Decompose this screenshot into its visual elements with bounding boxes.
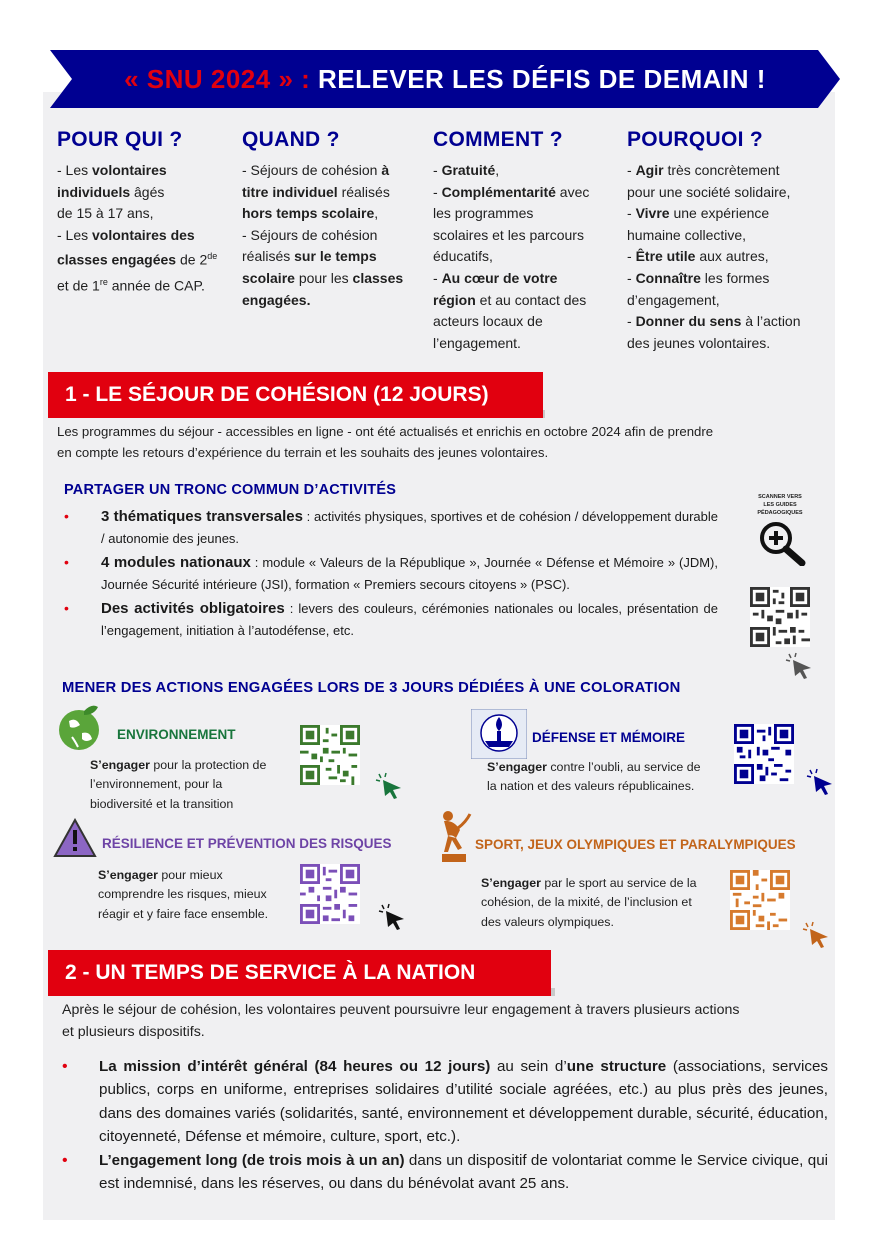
section2-intro: Après le séjour de cohésion, les volontaires peuvent poursuivre leur engagement à travers plusieurs actions et plusieurs dispositifs. — [62, 1002, 740, 1040]
list-item: • La mission d’intérêt général (84 heures ou 12 jours) au sein d’une structure (associations, services publics, corps en uniforme, entreprises solidaires d’utilité sociale agréées, etc.) au plus près des jeunes, dans des domaines variés (solidarités, santé, environnement et développement durable, sécurité, éducation, citoyenneté, Défense et mémoire, culture, sport, etc.). — [62, 1055, 828, 1149]
subhead-coloration: MENER DES ACTIONS ENGAGÉES LORS DE 3 JOURS DÉDIÉES À UNE COLORATION — [62, 680, 681, 696]
qr-code-sport[interactable] — [730, 870, 790, 930]
cursor-click-icon — [806, 768, 834, 796]
column-pourquoi: POURQUOI ? - Agir très concrètement pour une société solidaire, - Vivre une expérience humaine collective, - Être utile aux autres, - Connaître les formes d’engagement, - Donner du sens à l’action des jeunes volontaires. — [627, 126, 827, 354]
theme-body-sport: S’engager par le sport au service de la cohésion, de la mixité, de l’inclusion et des valeurs olympiques. — [481, 876, 697, 929]
flame-monument-icon — [471, 709, 527, 759]
scan-label: SCANNER VERS LES GUIDES PÉDAGOGIQUES — [757, 494, 803, 516]
banner-title — [50, 50, 840, 108]
theme-body-resilience: S’engager pour mieux comprendre les risques, mieux réagir et y faire face ensemble. — [98, 868, 269, 921]
column-pour-qui: POUR QUI ? - Les volontaires individuels âgés de 15 à 17 ans, - Les volontaires des classes engagées de 2de et de 1re année de CAP. — [57, 126, 237, 297]
qr-code-guides[interactable] — [750, 587, 810, 647]
theme-body-defense: S’engager contre l’oubli, au service de la nation et des valeurs républicaines. — [487, 760, 701, 794]
tronc-commun-list — [64, 506, 718, 644]
qr-code-environnement[interactable] — [300, 725, 360, 785]
cursor-click-icon — [802, 921, 830, 949]
banner-title-white: RELEVER LES DÉFIS DE DEMAIN ! — [318, 64, 766, 94]
list-item: • L’engagement long (de trois mois à un an) dans un dispositif de volontariat comme le Service civique, qui est indemnisé, dans les réserves, ou dans du bénévolat avant 25 ans. — [62, 1149, 828, 1196]
theme-title-sport: SPORT, JEUX OLYMPIQUES ET PARALYMPIQUES — [475, 837, 796, 852]
theme-body-environnement: S’engager pour la protection de l’environnement, pour la biodiversité et la transition — [90, 758, 267, 811]
subhead-tronc-commun: PARTAGER UN TRONC COMMUN D’ACTIVITÉS — [64, 482, 397, 498]
cursor-click-icon — [378, 903, 406, 931]
section1-intro: Les programmes du séjour - accessibles en ligne - ont été actualisés et enrichis en octobre 2024 afin de prendre en compte les retours d’expérience du terrain et les souhaits des jeunes volontaires. — [57, 424, 714, 460]
theme-title-environnement: ENVIRONNEMENT — [117, 727, 236, 742]
theme-title-defense: DÉFENSE ET MÉMOIRE — [532, 730, 686, 745]
column-comment: COMMENT ? - Gratuité, - Complémentarité avec les programmes scolaires et les parcours éducatifs, - Au cœur de votre région et au contact des acteurs locaux de l’engagement. — [433, 126, 623, 354]
qr-code-defense[interactable] — [734, 724, 794, 784]
list-item: • 3 thématiques transversales : activités physiques, sportives et de cohésion / développement durable / autonomie des jeunes. — [64, 506, 718, 549]
title-banner — [50, 50, 840, 108]
column-quand: QUAND ? - Séjours de cohésion à titre individuel réalisés hors temps scolaire, - Séjours de cohésion réalisés sur le temps scolaire pour les classes engagées. — [242, 126, 422, 311]
discus-thrower-icon — [438, 808, 474, 864]
section1-header: 1 - LE SÉJOUR DE COHÉSION (12 JOURS) — [48, 372, 543, 418]
list-item: • 4 modules nationaux : module « Valeurs de la République », Journée « Défense et Mémoire » (JDM), Journée Sécurité intérieure (JSI), formation « Premiers secours citoyens » (PSC). — [64, 552, 718, 595]
globe-leaf-icon — [52, 703, 106, 753]
magnifier-plus-icon — [758, 520, 806, 566]
column-title: QUAND ? — [242, 128, 340, 151]
column-title: POUR QUI ? — [57, 128, 183, 151]
section2-header: 2 - UN TEMPS DE SERVICE À LA NATION — [48, 950, 551, 996]
column-title: POURQUOI ? — [627, 128, 764, 151]
cursor-click-icon — [375, 772, 403, 800]
column-title: COMMENT ? — [433, 128, 563, 151]
list-item: • Des activités obligatoires : levers des couleurs, cérémonies nationales ou locales, présentation de l’engagement, initiation à l’autodéfense, etc. — [64, 598, 718, 641]
banner-title-red: « SNU 2024 » : — [124, 64, 311, 94]
cursor-click-icon — [785, 652, 813, 680]
warning-triangle-icon — [53, 818, 97, 858]
qr-code-resilience[interactable] — [300, 864, 360, 924]
service-nation-list — [62, 1055, 828, 1195]
theme-title-resilience: RÉSILIENCE ET PRÉVENTION DES RISQUES — [102, 836, 392, 851]
